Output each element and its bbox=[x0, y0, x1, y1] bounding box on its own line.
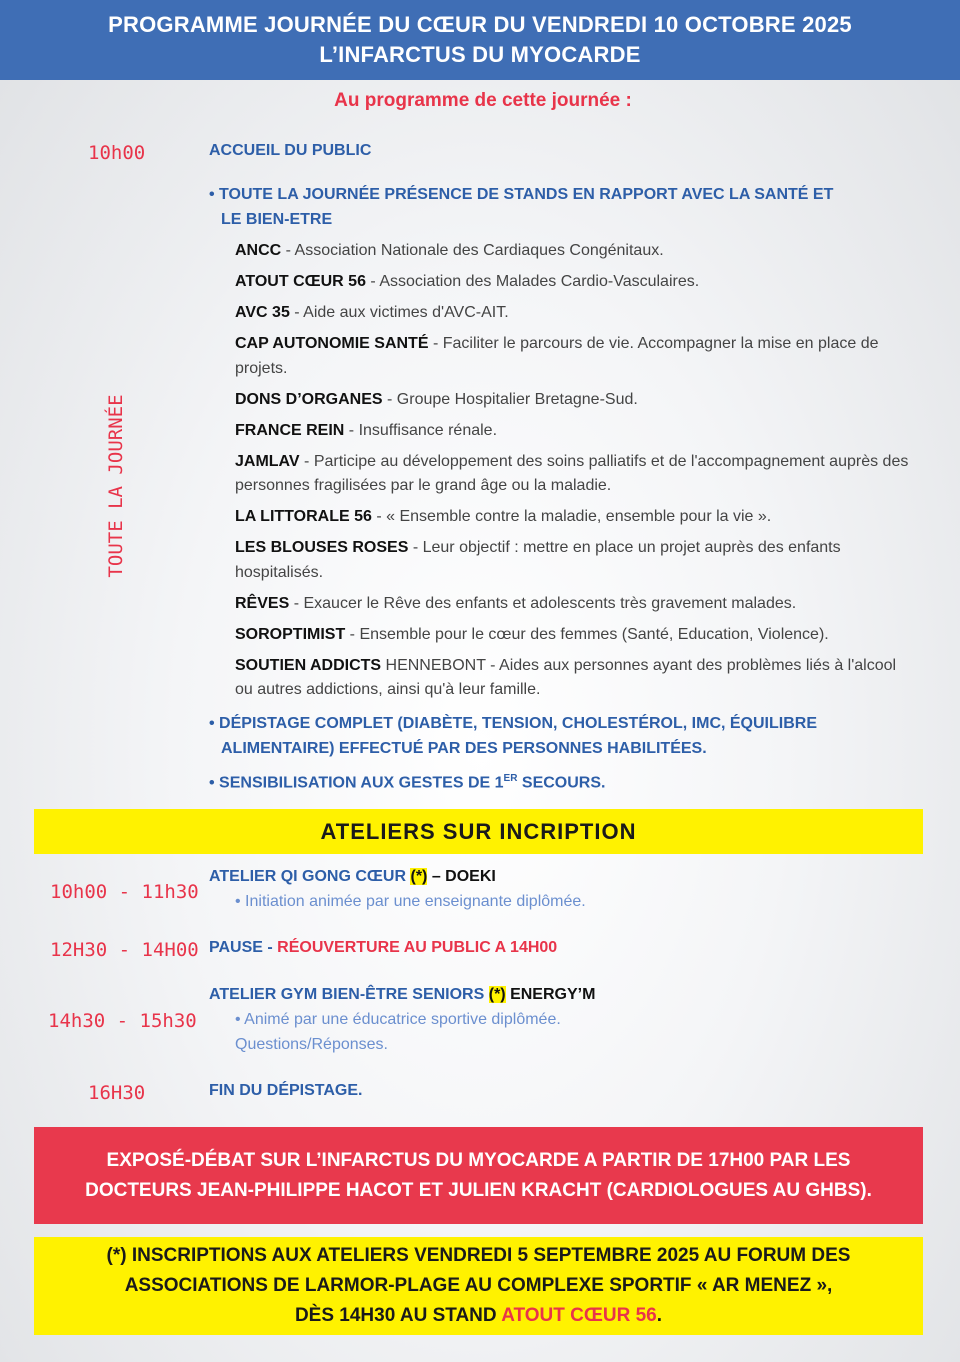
stand-item bbox=[235, 592, 915, 617]
workshop1-title: ATELIER QI GONG CŒUR (*) – DOEKI bbox=[209, 868, 496, 885]
stands-heading-line2: LE BIEN-ETRE bbox=[221, 210, 333, 228]
stand-desc: - Exaucer le Rêve des enfants et adolescents très gravement malades. bbox=[289, 594, 797, 612]
registration-line1: (*) INSCRIPTIONS AUX ATELIERS VENDREDI 5 SEPTEMBRE 2025 AU FORUM DES bbox=[106, 1245, 851, 1266]
header-subtitle: L’INFARCTUS DU MYOCARDE bbox=[319, 42, 641, 67]
program-subtitle: Au programme de cette journée : bbox=[334, 90, 632, 111]
first-aid-sup: ER bbox=[503, 773, 518, 784]
workshop2-note: • Animé par une éducatrice sportive diplômée. bbox=[235, 1011, 561, 1028]
stand-name: RÊVES bbox=[235, 594, 290, 612]
stand-name: JAMLAV bbox=[235, 452, 300, 470]
stands-heading bbox=[209, 183, 833, 232]
debate-line1: EXPOSÉ-DÉBAT SUR L’INFARCTUS DU MYOCARDE A PARTIR DE 17H00 PAR LES bbox=[106, 1150, 851, 1171]
stand-name: LA LITTORALE 56 bbox=[235, 508, 372, 525]
pause-time: 12H30 - 14H00 bbox=[50, 939, 199, 961]
screening-section bbox=[209, 712, 817, 761]
stand-list bbox=[235, 239, 915, 703]
stand-desc: - Ensemble pour le cœur des femmes (Santé, Education, Violence). bbox=[345, 625, 829, 643]
screening-line1: • DÉPISTAGE COMPLET (DIABÈTE, TENSION, CHOLESTÉROL, IMC, ÉQUILIBRE bbox=[209, 715, 817, 732]
first-aid-section bbox=[209, 767, 605, 796]
workshop2-note-2: Questions/Réponses. bbox=[235, 1036, 388, 1053]
stand-item bbox=[235, 270, 915, 295]
stand-item bbox=[235, 654, 915, 703]
registration-mark: (*) bbox=[410, 868, 428, 885]
stand-name: ANCC bbox=[235, 242, 282, 259]
stand-desc: - Association des Malades Cardio-Vasculaires. bbox=[365, 273, 700, 290]
stand-item bbox=[235, 419, 915, 444]
stand-item bbox=[235, 301, 915, 326]
stand-name: AVC 35 bbox=[235, 304, 290, 321]
end-label: FIN DU DÉPISTAGE. bbox=[209, 1082, 363, 1099]
workshop1-time: 10h00 - 11h30 bbox=[50, 881, 199, 903]
stand-desc: - Groupe Hospitalier Bretagne-Sud. bbox=[382, 390, 638, 408]
stand-desc: - Leur objectif : mettre en place un projet auprès des enfants hospitalisés. bbox=[235, 539, 841, 581]
debate-banner bbox=[34, 1127, 923, 1224]
registration-line3: DÈS 14H30 AU STAND ATOUT CŒUR 56. bbox=[294, 1305, 663, 1326]
stand-item bbox=[235, 536, 915, 585]
workshop2-time: 14h30 - 15h30 bbox=[48, 1010, 197, 1032]
reopen-text: RÉOUVERTURE AU PUBLIC A 14H00 bbox=[277, 939, 558, 956]
stand-desc: - Association Nationale des Cardiaques Congénitaux. bbox=[281, 242, 664, 259]
stand-desc: HENNEBONT - Aides aux personnes ayant des problèmes liés à l'alcool ou autres addictions, ainsi qu'à leur famille. bbox=[235, 656, 897, 698]
pause-label: PAUSE - RÉOUVERTURE AU PUBLIC A 14H00 bbox=[209, 939, 558, 956]
registration-mark: (*) bbox=[488, 986, 506, 1003]
registration-stand: ATOUT CŒUR 56 bbox=[501, 1305, 657, 1326]
stand-item bbox=[235, 450, 915, 499]
workshops-banner: ATELIERS SUR INCRIPTION bbox=[34, 809, 923, 854]
stand-name: DONS D’ORGANES bbox=[235, 390, 383, 408]
stand-item bbox=[235, 388, 915, 413]
stand-item bbox=[235, 332, 915, 381]
stand-item bbox=[235, 239, 915, 264]
welcome-time: 10h00 bbox=[88, 142, 146, 164]
stand-name: LES BLOUSES ROSES bbox=[235, 539, 409, 556]
welcome-label: ACCUEIL DU PUBLIC bbox=[209, 142, 372, 159]
stand-desc: - Faciliter le parcours de vie. Accompagner la mise en place de projets. bbox=[235, 335, 879, 377]
workshop2-provider: ENERGY’M bbox=[505, 986, 596, 1003]
workshop1-provider: – DOEKI bbox=[427, 868, 496, 885]
header-banner bbox=[0, 0, 960, 80]
screening-line2: ALIMENTAIRE) EFFECTUÉ PAR DES PERSONNES HABILITÉES. bbox=[221, 739, 707, 757]
stand-name: CAP AUTONOMIE SANTÉ bbox=[235, 335, 429, 352]
stand-desc: - « Ensemble contre la maladie, ensemble pour la vie ». bbox=[371, 508, 772, 525]
stand-name: SOUTIEN ADDICTS bbox=[235, 656, 382, 674]
stand-name: SOROPTIMIST bbox=[235, 625, 346, 643]
stands-heading-line1: • TOUTE LA JOURNÉE PRÉSENCE DE STANDS EN RAPPORT AVEC LA SANTÉ ET bbox=[209, 186, 834, 203]
registration-banner bbox=[34, 1237, 923, 1335]
stand-name: FRANCE REIN bbox=[235, 421, 345, 439]
workshop1-note: • Initiation animée par une enseignante diplômée. bbox=[235, 893, 586, 910]
stand-desc: - Aide aux victimes d'AVC-AIT. bbox=[289, 304, 509, 321]
stand-name: ATOUT CŒUR 56 bbox=[235, 273, 366, 290]
all-day-label: TOUTE LA JOURNÉE bbox=[105, 394, 127, 578]
registration-line2: ASSOCIATIONS DE LARMOR-PLAGE AU COMPLEXE SPORTIF « AR MENEZ », bbox=[124, 1275, 833, 1296]
workshop2-title: ATELIER GYM BIEN-ÊTRE SENIORS (*) ENERGY’M bbox=[209, 986, 596, 1003]
stand-desc: - Insuffisance rénale. bbox=[344, 421, 498, 439]
end-time: 16H30 bbox=[88, 1082, 146, 1104]
stand-item bbox=[235, 505, 915, 530]
debate-line2: DOCTEURS JEAN-PHILIPPE HACOT ET JULIEN KRACHT (CARDIOLOGUES AU GHBS). bbox=[85, 1180, 872, 1201]
header-title: PROGRAMME JOURNÉE DU CŒUR DU VENDREDI 10 OCTOBRE 2025 bbox=[108, 12, 852, 37]
first-aid-text: • SENSIBILISATION AUX GESTES DE 1 bbox=[209, 774, 504, 792]
first-aid-text-end: SECOURS. bbox=[517, 774, 606, 792]
stand-item bbox=[235, 623, 915, 648]
stand-desc: - Participe au développement des soins palliatifs et de l'accompagnement auprès des personnes fragilisées par le grand âge ou la maladie. bbox=[235, 452, 909, 494]
